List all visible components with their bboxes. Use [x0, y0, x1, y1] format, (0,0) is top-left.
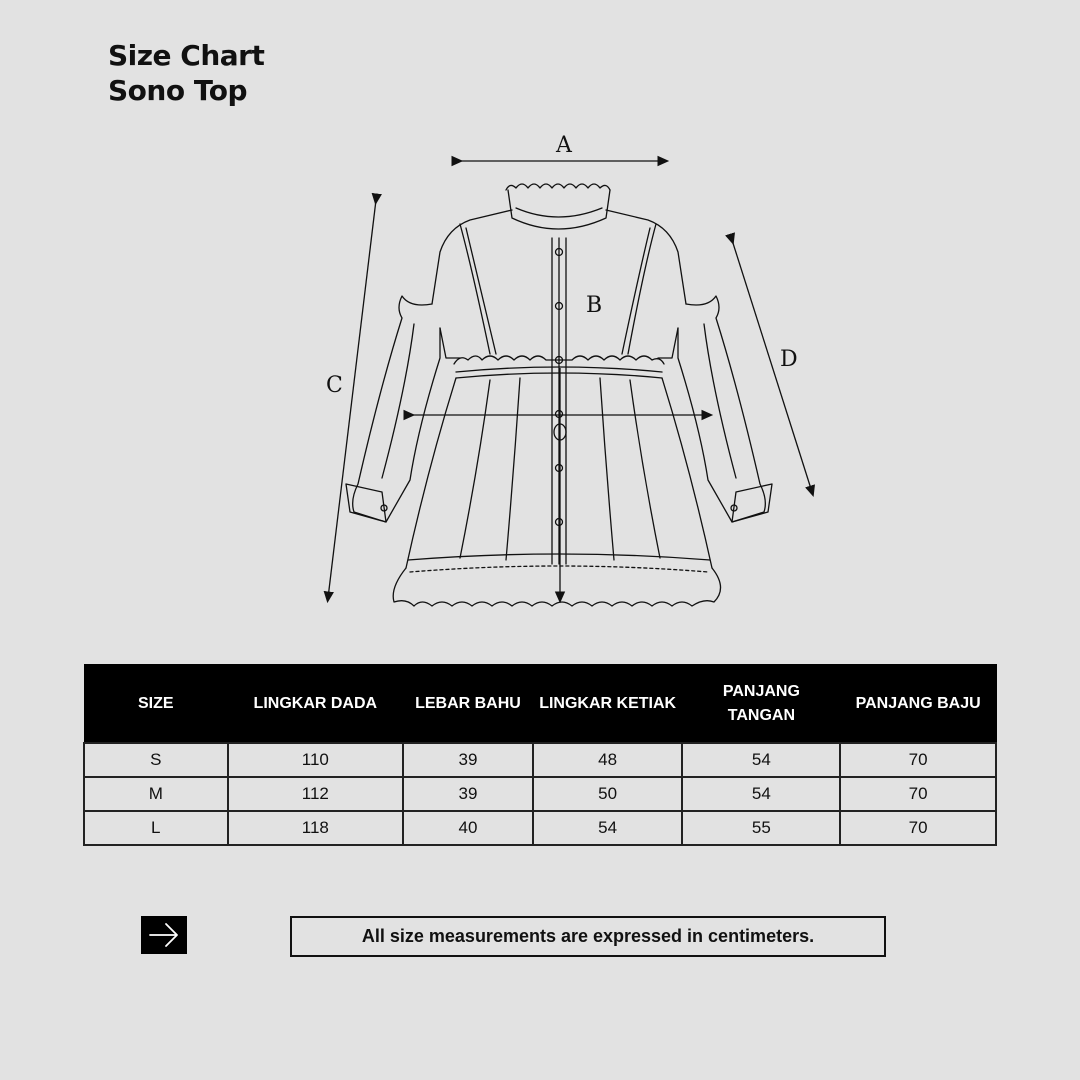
measurement-note [290, 916, 886, 957]
header-size: SIZE [84, 665, 228, 744]
arrow-right-icon [141, 916, 187, 954]
cell-panjang-baju: 70 [840, 777, 996, 811]
cell-panjang-baju: 70 [840, 811, 996, 845]
cell-lingkar-dada: 112 [228, 777, 404, 811]
cell-lingkar-ketiak: 50 [533, 777, 683, 811]
cell-lingkar-dada: 118 [228, 811, 404, 845]
cell-lebar-bahu: 39 [403, 777, 533, 811]
header-lingkar-ketiak: LINGKAR KETIAK [533, 665, 683, 744]
cell-size: M [84, 777, 228, 811]
table-row [84, 743, 996, 777]
product-name: Sono Top [108, 74, 247, 107]
cell-panjang-baju: 70 [840, 743, 996, 777]
measure-d [732, 240, 812, 492]
size-table [83, 664, 997, 846]
cell-panjang-tangan: 54 [682, 743, 840, 777]
label-d: D [780, 347, 798, 372]
header-panjang-baju: PANJANG BAJU [840, 665, 996, 744]
cell-lingkar-dada: 110 [228, 743, 404, 777]
garment-illustration [310, 128, 830, 618]
cell-panjang-tangan: 54 [682, 777, 840, 811]
page-title [108, 38, 264, 108]
label-b: B [586, 293, 603, 318]
cell-lingkar-ketiak: 48 [533, 743, 683, 777]
table-row [84, 777, 996, 811]
arrow-right-icon [147, 922, 181, 948]
table-header-row [84, 665, 996, 744]
cell-lebar-bahu: 40 [403, 811, 533, 845]
header-lebar-bahu: LEBAR BAHU [403, 665, 533, 744]
cell-lebar-bahu: 39 [403, 743, 533, 777]
garment-diagram [310, 128, 830, 618]
title-line: Size Chart [108, 39, 265, 72]
label-c: C [326, 373, 343, 398]
cell-panjang-tangan: 55 [682, 811, 840, 845]
cell-size: S [84, 743, 228, 777]
label-a: A [556, 133, 572, 158]
note-text: All size measurements are expressed in centimeters. [361, 926, 815, 946]
cell-size: L [84, 811, 228, 845]
measure-c [328, 200, 376, 598]
cell-lingkar-ketiak: 54 [533, 811, 683, 845]
table-row [84, 811, 996, 845]
header-lingkar-dada: LINGKAR DADA [228, 665, 404, 744]
header-panjang-tangan: PANJANG TANGAN [682, 665, 840, 744]
